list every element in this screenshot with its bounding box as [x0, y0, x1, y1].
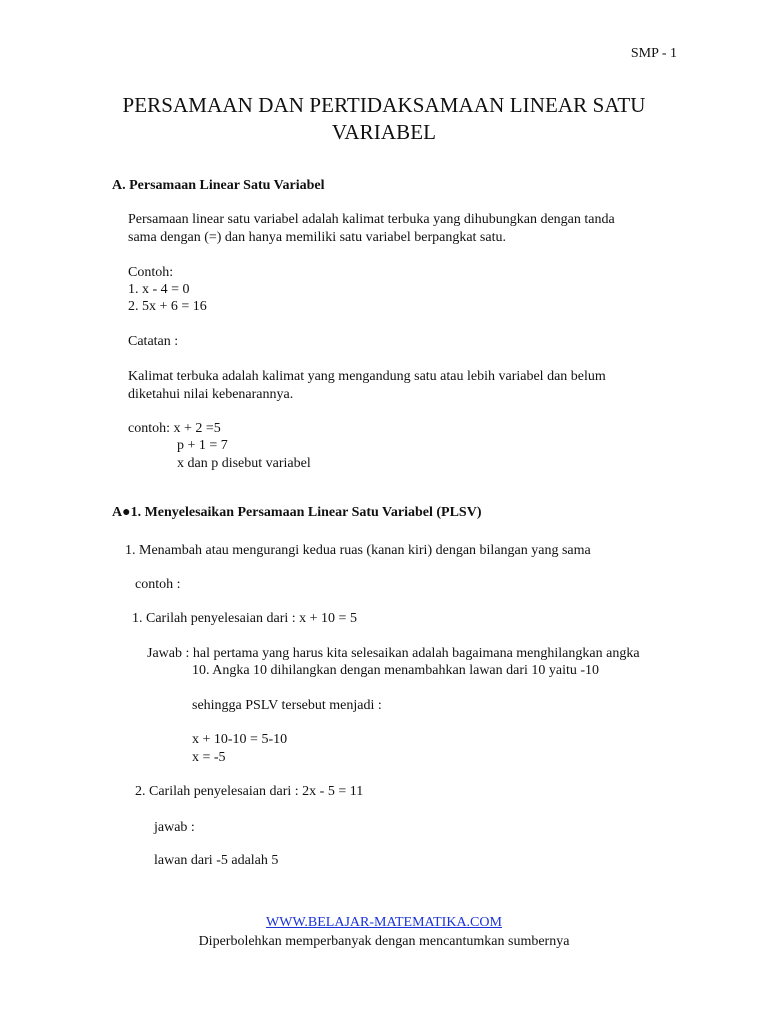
page-title — [0, 92, 768, 146]
question-1: 1. Carilah penyelesaian dari : x + 10 = 5 — [132, 611, 357, 626]
answer-2-label: jawab : — [154, 820, 195, 835]
definition-line-1: Persamaan linear satu variabel adalah kalimat terbuka yang dihubungkan dengan tanda — [128, 212, 615, 227]
title-line-1: PERSAMAAN DAN PERTIDAKSAMAAN LINEAR SATU — [122, 93, 646, 117]
footer-note: Diperbolehkan memperbanyak dengan mencantumkan sumbernya — [198, 934, 570, 949]
website-link[interactable]: WWW.BELAJAR-MATEMATIKA.COM — [266, 915, 502, 930]
example-2: 2. 5x + 6 = 16 — [128, 299, 207, 314]
answer-2-line-1: lawan dari -5 adalah 5 — [154, 853, 279, 868]
page-label: SMP - 1 — [630, 46, 677, 61]
catatan-label: Catatan : — [128, 334, 179, 349]
answer-1-line-2: 10. Angka 10 dihilangkan dengan menambahkan lawan dari 10 yaitu -10 — [192, 663, 600, 678]
question-2: 2. Carilah penyelesaian dari : 2x - 5 = 11 — [135, 784, 364, 799]
contoh2-line-3: x dan p disebut variabel — [177, 456, 311, 471]
example-1: 1. x - 4 = 0 — [128, 282, 190, 297]
answer-1-line-3: sehingga PSLV tersebut menjadi : — [192, 698, 382, 713]
contoh2-line-2: p + 1 = 7 — [177, 438, 228, 453]
answer-1-equation-1: x + 10-10 = 5-10 — [192, 732, 288, 747]
answer-1-line-1: Jawab : hal pertama yang harus kita selesaikan adalah bagaimana menghilangkan angka — [147, 646, 640, 661]
note-line-2: diketahui nilai kebenarannya. — [128, 387, 294, 402]
note-line-1: Kalimat terbuka adalah kalimat yang mengandung satu atau lebih variabel dan belum — [128, 369, 606, 384]
contoh2-line-1: contoh: x + 2 =5 — [128, 421, 221, 436]
title-line-2: VARIABEL — [331, 120, 437, 144]
contoh-label-2: contoh : — [135, 577, 181, 592]
section-a1-heading: A●1. Menyelesaikan Persamaan Linear Satu Variabel (PLSV) — [112, 505, 482, 520]
contoh-label: Contoh: — [128, 265, 174, 280]
rule-1: 1. Menambah atau mengurangi kedua ruas (kanan kiri) dengan bilangan yang sama — [125, 543, 591, 558]
section-a-heading: A. Persamaan Linear Satu Variabel — [112, 178, 325, 193]
definition-line-2: sama dengan (=) dan hanya memiliki satu variabel berpangkat satu. — [128, 230, 506, 245]
answer-1-equation-2: x = -5 — [192, 750, 226, 765]
